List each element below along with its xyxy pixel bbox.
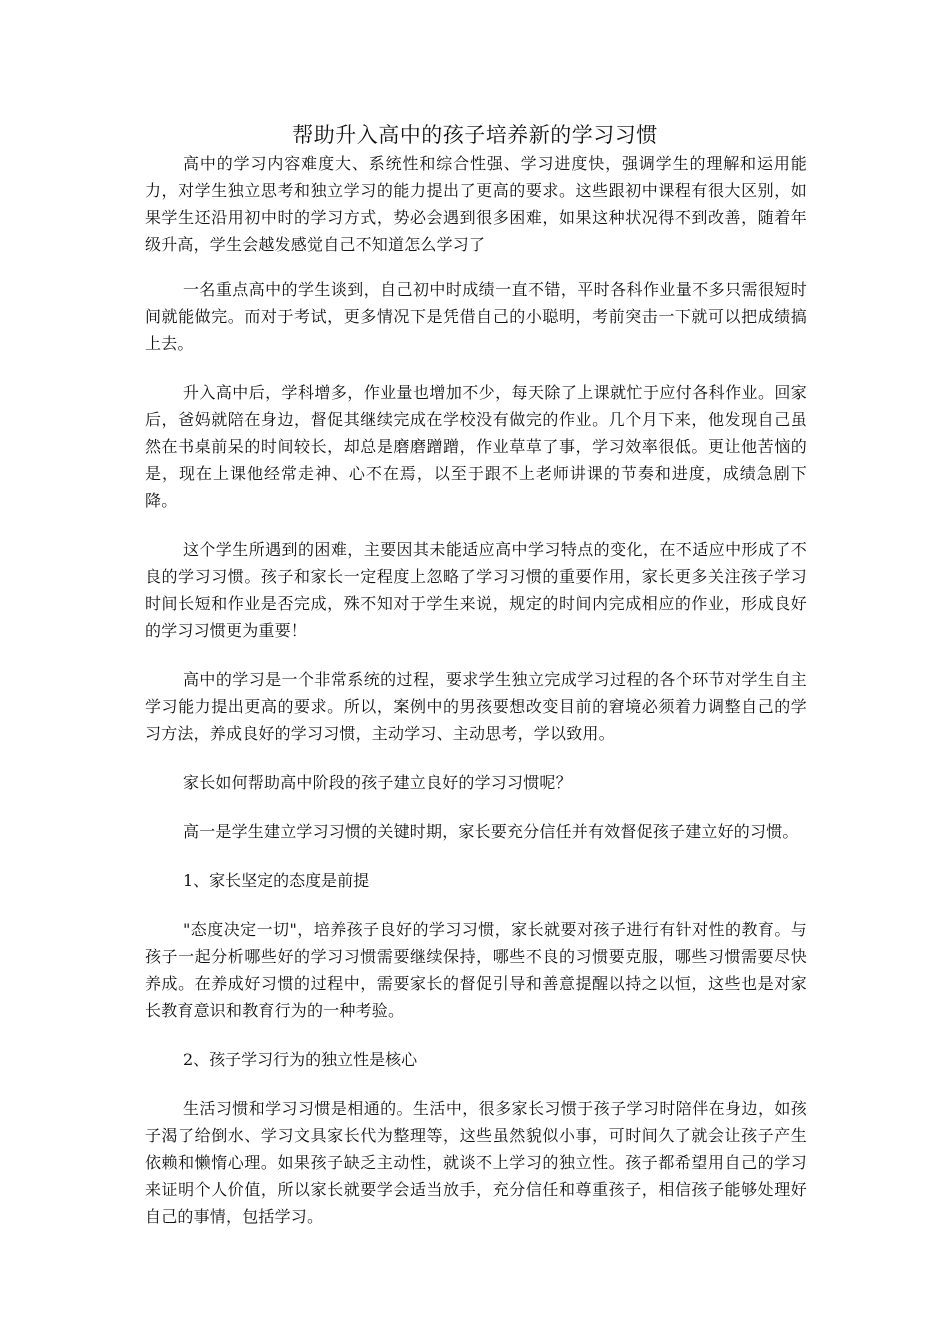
paragraph-high-school-change: 升入高中后，学科增多，作业量也增加不少，每天除了上课就忙于应付各科作业。回家后，爸妈就陪在身边，督促其继续完成在学校没有做完的作业。几个月下来，他发现自己虽然在书桌前呆的时间较长，却总是磨磨蹭蹭，作业草草了事，学习效率很低。更让他苦恼的是，现在上课他经常走神、心不在焉，以至于跟不上老师讲课的节奏和进度，成绩急剧下降。 [145, 383, 807, 510]
document-title: 帮助升入高中的孩子培养新的学习习惯 [292, 123, 658, 147]
paragraph-question: 家长如何帮助高中阶段的孩子建立良好的学习习惯呢？ [183, 773, 572, 792]
paragraph-key-period: 高一是学生建立学习习惯的关键时期，家长要充分信任并有效督促孩子建立好的习惯。 [183, 822, 799, 841]
section-heading-2: 2、孩子学习行为的独立性是核心 [183, 1050, 418, 1069]
document-body [145, 150, 807, 1252]
paragraph-intro: 高中的学习内容难度大、系统性和综合性强、学习进度快，强调学生的理解和运用能力，对学生独立思考和独立学习的能力提出了更高的要求。这些跟初中课程有很大区别，如果学生还沿用初中时的学习方式，势必会遇到很多困难，如果这种状况得不到改善，随着年级升高，学生会越发感觉自己不知道怎么学习了 [145, 154, 807, 254]
paragraph-analysis: 这个学生所遇到的困难，主要因其未能适应高中学习特点的变化，在不适应中形成了不良的学习习惯。孩子和家长一定程度上忽略了学习习惯的重要作用，家长更多关注孩子学习时间长短和作业是否完成，殊不知对于学生来说，规定的时间内完成相应的作业，形成良好的学习习惯更为重要！ [145, 540, 807, 640]
paragraph-systematic-learning: 高中的学习是一个非常系统的过程，要求学生独立完成学习过程的各个环节对学生自主学习能力提出更高的要求。所以，案例中的男孩要想改变目前的窘境必须着力调整自己的学习方法，养成良好的学习习惯，主动学习、主动思考，学以致用。 [145, 670, 807, 743]
paragraph-attitude: "态度决定一切"，培养孩子良好的学习习惯，家长就要对孩子进行有针对性的教育。与孩子一起分析哪些好的学习习惯需要继续保持，哪些不良的习惯要克服，哪些习惯需要尽快养成。在养成好习惯的过程中，需要家长的督促引导和善意提醒以持之以恒，这些也是对家长教育意识和教育行为的一种考验。 [145, 920, 807, 1020]
section-heading-1: 1、家长坚定的态度是前提 [183, 871, 370, 890]
paragraph-student-story: 一名重点高中的学生谈到，自己初中时成绩一直不错，平时各科作业量不多只需很短时间就能做完。而对于考试，更多情况下是凭借自己的小聪明，考前突击一下就可以把成绩搞上去。 [145, 280, 807, 353]
paragraph-independence: 生活习惯和学习习惯是相通的。生活中，很多家长习惯于孩子学习时陪伴在身边，如孩子渴了给倒水、学习文具家长代为整理等，这些虽然貌似小事，可时间久了就会让孩子产生依赖和懒惰心理。如果孩子缺乏主动性，就谈不上学习的独立性。孩子都希望用自己的学习来证明个人价值，所以家长就要学会适当放手，充分信任和尊重孩子，相信孩子能够处理好自己的事情，包括学习。 [145, 1099, 807, 1226]
